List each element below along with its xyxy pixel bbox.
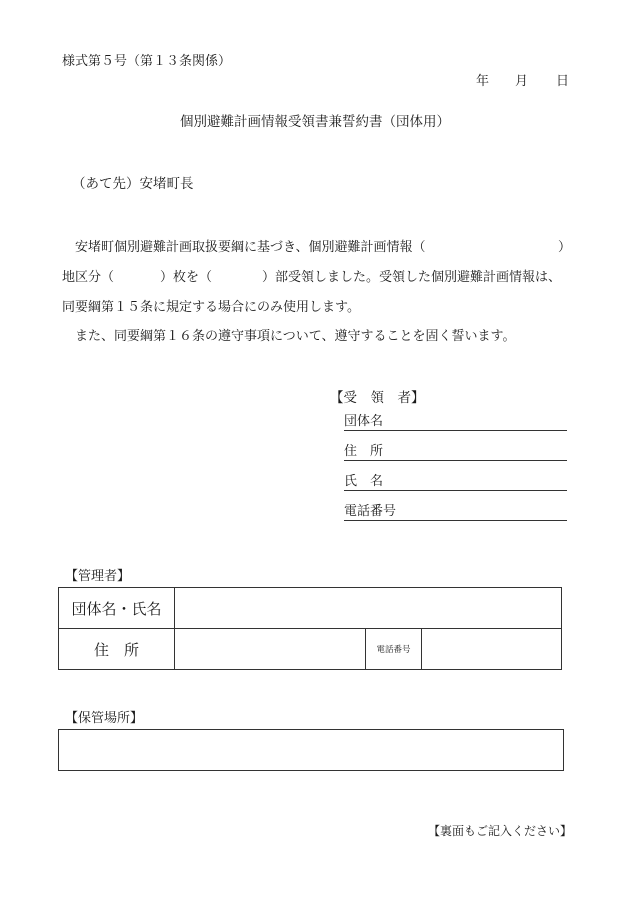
manager-table xyxy=(58,587,562,670)
body-line-4: また、同要綱第１６条の遵守事項について、遵守することを固く誓います。 xyxy=(75,329,516,344)
manager-phone-input[interactable] xyxy=(422,629,562,670)
recipient-org-field[interactable] xyxy=(344,412,567,431)
form-number: 様式第５号（第１３条関係） xyxy=(62,54,232,69)
storage-location-input[interactable] xyxy=(58,729,564,771)
storage-heading: 【保管場所】 xyxy=(65,711,144,726)
body-line-2-a: 地区分（ xyxy=(62,270,115,285)
recipient-phone-label: 電話番号 xyxy=(344,504,397,519)
recipient-name-field[interactable] xyxy=(344,472,567,491)
manager-org-name-input[interactable] xyxy=(175,588,562,629)
back-side-note: 【裏面もご記入ください】 xyxy=(428,824,573,838)
addressee: （あて先）安堵町長 xyxy=(72,176,194,192)
body-line-1: 安堵町個別避難計画取扱要綱に基づき、個別避難計画情報（ xyxy=(75,240,426,255)
recipient-heading: 【受 領 者】 xyxy=(330,390,425,406)
recipient-org-label: 団体名 xyxy=(344,414,384,429)
recipient-phone-field[interactable] xyxy=(344,502,567,521)
manager-phone-label: 電話番号 xyxy=(366,629,422,670)
date-year-label: 年 xyxy=(476,74,490,89)
document-title: 個別避難計画情報受領書兼誓約書（団体用） xyxy=(180,114,450,130)
manager-org-name-label: 団体名・氏名 xyxy=(59,588,175,629)
date-day-label: 日 xyxy=(556,74,570,89)
body-line-2-c: ）部受領しました。受領した個別避難計画情報は、 xyxy=(262,270,562,285)
body-line-1-close: ） xyxy=(558,240,572,255)
manager-heading: 【管理者】 xyxy=(65,569,131,584)
recipient-address-field[interactable] xyxy=(344,442,567,461)
recipient-name-label: 氏 名 xyxy=(344,474,384,489)
body-line-2-b: ）枚を（ xyxy=(160,270,213,285)
body-line-3: 同要綱第１５条に規定する場合にのみ使用します。 xyxy=(62,300,360,315)
manager-address-label: 住 所 xyxy=(59,629,175,670)
date-month-label: 月 xyxy=(515,74,529,89)
manager-address-input[interactable] xyxy=(175,629,366,670)
recipient-address-label: 住 所 xyxy=(344,444,384,459)
manager-row-address xyxy=(59,629,562,670)
manager-row-name xyxy=(59,588,562,629)
